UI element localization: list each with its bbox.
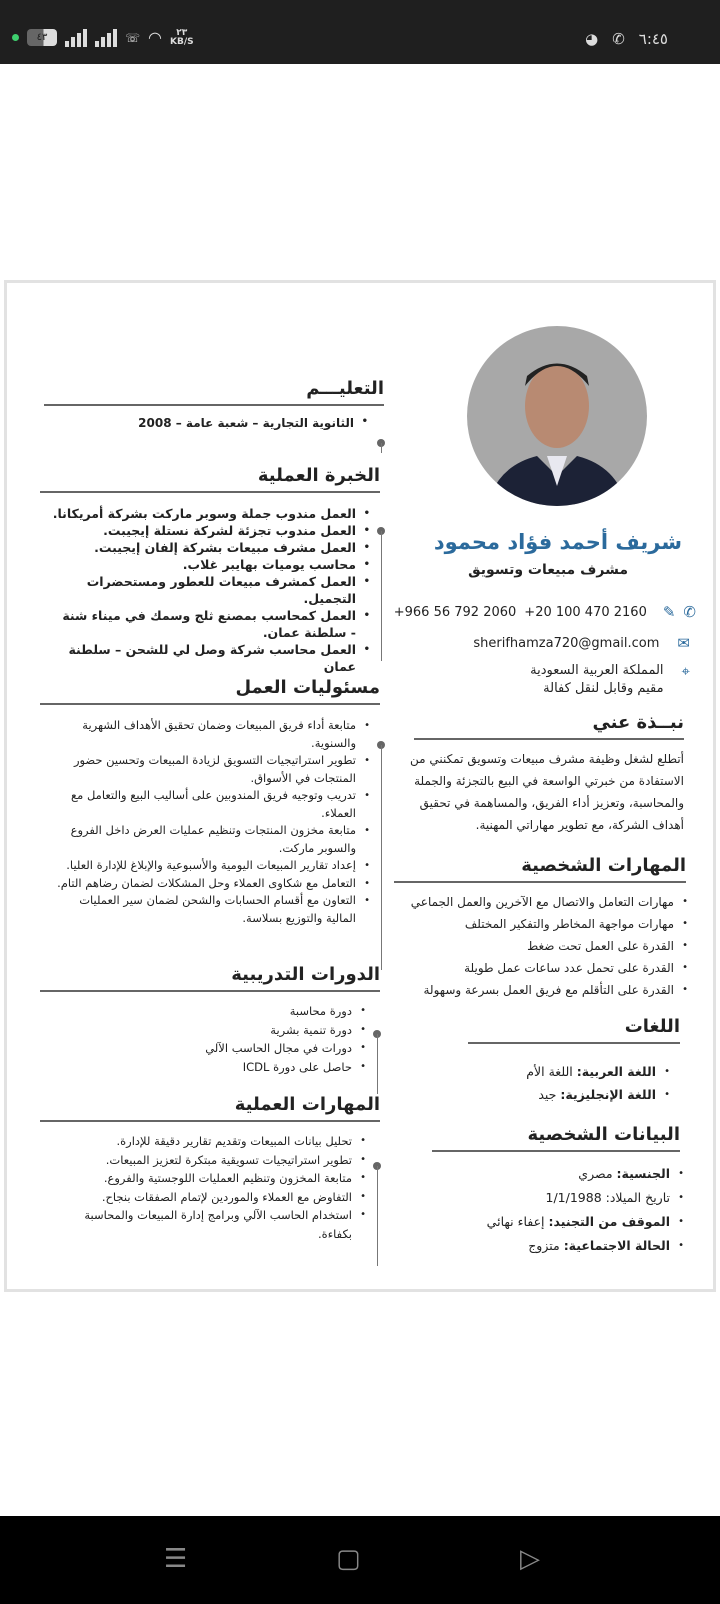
menu-button-icon[interactable]: ☰ [164, 1544, 188, 1574]
profile-photo [467, 326, 647, 506]
location-country: المملكة العربية السعودية [530, 663, 664, 678]
header-info [382, 530, 682, 578]
course-item: • دورة تنمية بشرية [40, 1021, 368, 1040]
status-bar [0, 0, 720, 64]
soft-skill-item: • مهارات التعامل والاتصال مع الآخرين والعمل الجماعي [394, 891, 690, 913]
contact-info [376, 603, 696, 698]
responsibility-item: • تطوير استراتيجيات التسويق لزيادة المبيعات وتحسين حضور المنتجات في الأسواق. [40, 752, 372, 787]
practical-skill-item: • استخدام الحاسب الآلي وبرامج إدارة المبيعات والمحاسبة بكفاءة. [68, 1206, 368, 1243]
experience-item: • العمل كمحاسب بمصنع ثلج وسمك في ميناء شنة - سلطنة عمان. [60, 607, 372, 641]
education-title: التعليـــم [44, 378, 384, 406]
missed-call-icon: ✆ [612, 30, 625, 48]
signal-icon [65, 29, 87, 47]
responsibility-item: • تدريب وتوجيه فريق المندوبين على أساليب البيع والتعامل مع العملاء. [40, 787, 372, 822]
app-notification-icon: ◕ [585, 30, 599, 48]
soft-skills-title: المهارات الشخصية [394, 855, 686, 883]
about-text: أتطلع لشغل وظيفة مشرف مبيعات وتسويق تمكنني من الاستفادة من خبرتي الواسعة في البيع بالتجزئة والجملة والمحاسبة، وتعزيز أداء الفريق، والمساهمة في تحقيق أهداف الشركة، مع تطوير مهاراتي المهنية. [410, 752, 684, 832]
responsibility-item: • إعداد تقارير المبيعات اليومية والأسبوعية والإبلاغ للإدارة العليا. [40, 857, 372, 875]
course-item: • دورة محاسبة [40, 1002, 368, 1021]
person-name: شريف أحمد فؤاد محمود [433, 530, 682, 554]
soft-skill-item: • مهارات مواجهة المخاطر والتفكير المختلف [394, 913, 690, 935]
courses-title: الدورات التدريبية [40, 964, 380, 992]
about-title: نبــذة عني [414, 712, 684, 740]
responsibility-item: • متابعة مخزون المنتجات وتنظيم عمليات العرض داخل الفروع والسوبر ماركت. [40, 822, 372, 857]
practical-skills-title: المهارات العملية [40, 1094, 380, 1122]
timeline-line [381, 443, 382, 453]
personal-item: • الموقف من التجنيد: إعفاء نهائي [432, 1210, 686, 1234]
timeline-line [381, 531, 382, 661]
practical-skill-item: • متابعة المخزون وتنظيم العمليات اللوجستية والفروع. [40, 1169, 368, 1188]
email[interactable]: sherifhamza720@gmail.com [473, 635, 660, 651]
language-item: • اللغة الإنجليزية: جيد [468, 1083, 672, 1106]
responsibility-item: • التعاون مع أقسام الحسابات والشحن لضمان سير العمليات المالية والتوزيع بسلاسة. [72, 892, 372, 927]
timeline-line [381, 745, 382, 970]
whatsapp-icon: ✆ [683, 603, 696, 621]
network-speed: ٢٣ KB/S [169, 27, 194, 47]
practical-skill-item: • تطوير استراتيجيات تسويقية مبتكرة لتعزيز المبيعات. [40, 1151, 368, 1170]
education-item: • الثانوية التجارية – شعبة عامة – 2008 [44, 416, 370, 430]
about-section [394, 712, 684, 836]
navigation-bar [0, 1516, 720, 1604]
experience-item: • العمل مشرف مبيعات بشركة إلفان إيجيبت. [40, 539, 372, 556]
job-title: مشرف مبيعات وتسويق [468, 562, 628, 578]
practical-skill-item: • تحليل بيانات المبيعات وتقديم تقارير دقيقة للإدارة. [40, 1132, 368, 1151]
experience-item: • العمل مندوب جملة وسوبر ماركت بشركة أمريكانا. [40, 505, 372, 522]
experience-item: • العمل كمشرف مبيعات للعطور ومستحضرات التجميل. [40, 573, 372, 607]
experience-section [40, 465, 380, 675]
soft-skills-section [394, 855, 686, 1001]
soft-skill-item: • القدرة على التأقلم مع فريق العمل بسرعة وسهولة [394, 979, 690, 1001]
phone-icon: ✎ [662, 603, 676, 621]
notification-dot-icon [12, 34, 19, 41]
responsibilities-title: مسئوليات العمل [40, 677, 380, 705]
phone-1[interactable]: +20 100 470 2160 [524, 604, 647, 620]
education-section [44, 378, 384, 430]
responsibility-item: • التعامل مع شكاوى العملاء وحل المشكلات لضمان رضاهم التام. [40, 875, 372, 893]
location-icon: ⌖ [681, 662, 690, 680]
languages-title: اللغات [468, 1016, 680, 1044]
personal-item: • تاريخ الميلاد: 1/1/1988 [432, 1186, 686, 1210]
practical-skill-item: • التفاوض مع العملاء والموردين لإتمام الصفقات بنجاح. [40, 1188, 368, 1207]
home-button-icon[interactable]: ▢ [336, 1544, 361, 1574]
residency-status: مقيم وقابل لنقل كفالة [543, 681, 664, 696]
language-item: • اللغة العربية: اللغة الأم [468, 1060, 672, 1083]
responsibility-item: • متابعة أداء فريق المبيعات وضمان تحقيق الأهداف الشهرية والسنوية. [40, 717, 372, 752]
languages-section [468, 1016, 680, 1106]
responsibilities-section [40, 677, 380, 927]
phone-2[interactable]: +966 56 792 2060 [393, 604, 517, 620]
course-item: • دورات في مجال الحاسب الآلي [40, 1039, 368, 1058]
battery-icon: ٤٣ [27, 29, 57, 46]
personal-item: • الجنسية: مصري [432, 1162, 686, 1186]
soft-skill-item: • القدرة على تحمل عدد ساعات عمل طويلة [394, 957, 690, 979]
soft-skill-item: • القدرة على العمل تحت ضغط [394, 935, 690, 957]
practical-skills-section [40, 1094, 380, 1243]
back-button-icon[interactable]: ▷ [520, 1544, 540, 1574]
clock: ٦:٤٥ [638, 30, 668, 48]
experience-title: الخبرة العملية [40, 465, 380, 493]
personal-data-section [432, 1124, 680, 1258]
courses-section [40, 964, 380, 1076]
personal-data-title: البيانات الشخصية [432, 1124, 680, 1152]
experience-item: • العمل محاسب شركة وصل لي للشحن – سلطنة عمان [40, 641, 372, 675]
experience-item: • محاسب يوميات بهايبر غلاب. [40, 556, 372, 573]
email-icon: ✉ [677, 634, 690, 652]
wifi-calling-icon: ☏ [125, 30, 141, 45]
experience-item: • العمل مندوب تجزئة لشركة نستلة إيجيبت. [40, 522, 372, 539]
course-item: • حاصل على دورة ICDL [40, 1058, 368, 1077]
personal-item: • الحالة الاجتماعية: متزوج [432, 1234, 686, 1258]
wifi-icon: ◠ [148, 28, 162, 47]
signal-2-icon [95, 29, 117, 47]
